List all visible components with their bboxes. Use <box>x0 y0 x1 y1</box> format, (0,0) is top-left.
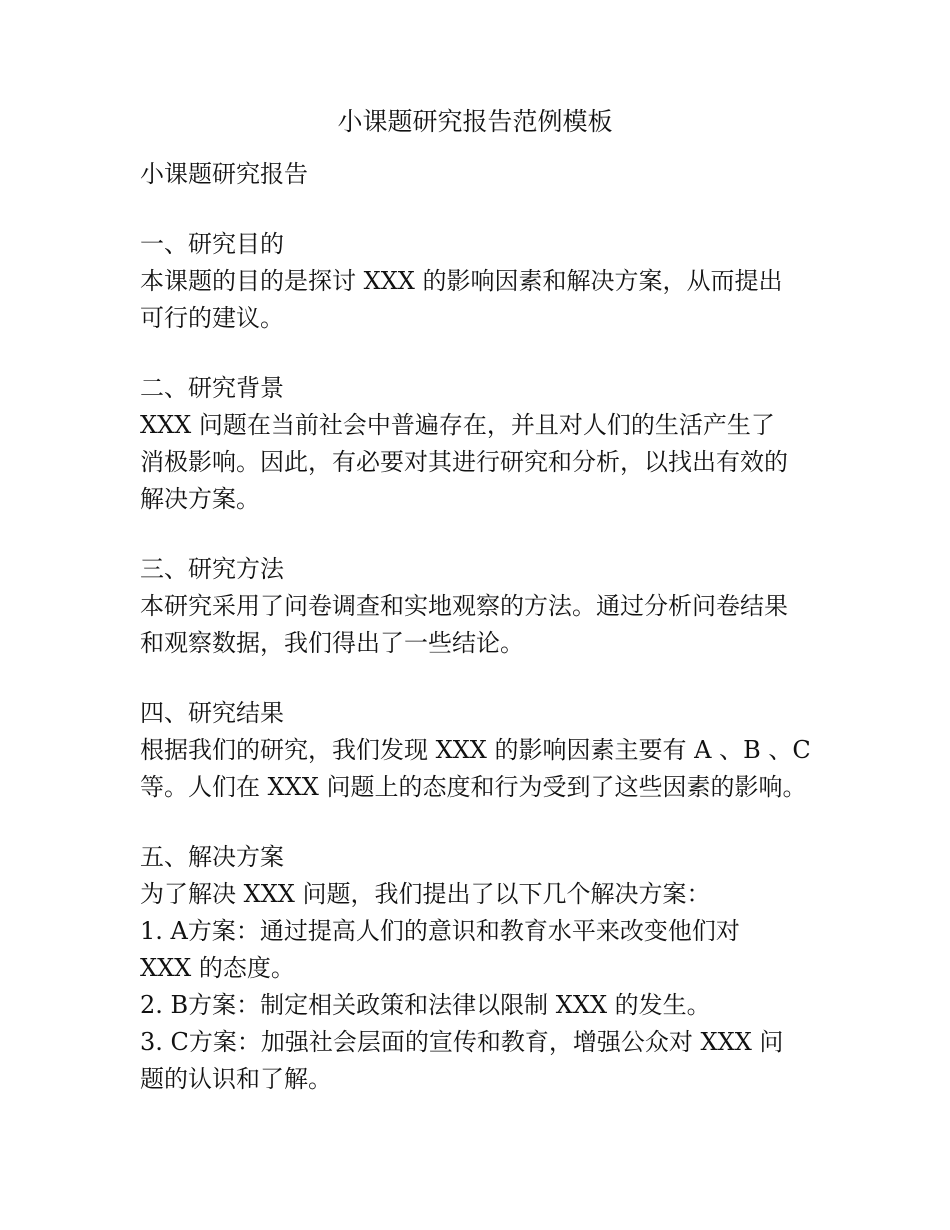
section-heading-purpose: 一、研究目的 <box>140 230 284 258</box>
paragraph-line: 本研究采用了问卷调查和实地观察的方法。通过分析问卷结果 <box>140 592 788 620</box>
section-heading-results: 四、研究结果 <box>140 699 284 727</box>
section-heading-method: 三、研究方法 <box>140 555 284 583</box>
document-title: 小课题研究报告范例模板 <box>337 107 613 136</box>
list-item-c-continuation: 题的认识和了解。 <box>140 1065 332 1093</box>
list-item-b: 2. B方案：制定相关政策和法律以限制 XXX 的发生。 <box>140 991 711 1019</box>
paragraph-line: 消极影响。因此，有必要对其进行研究和分析，以找出有效的 <box>140 448 788 476</box>
list-item-a-continuation: XXX 的态度。 <box>140 954 295 982</box>
paragraph-line: 可行的建议。 <box>140 304 284 332</box>
paragraph-line: 等。人们在 XXX 问题上的态度和行为受到了这些因素的影响。 <box>140 773 807 801</box>
list-item-c: 3. C方案：加强社会层面的宣传和教育，增强公众对 XXX 问 <box>140 1028 784 1056</box>
section-heading-solutions: 五、解决方案 <box>140 843 284 871</box>
paragraph-line: 解决方案。 <box>140 485 260 513</box>
paragraph-line: 和观察数据，我们得出了一些结论。 <box>140 629 524 657</box>
paragraph-line: 本课题的目的是探讨 XXX 的影响因素和解决方案，从而提出 <box>140 267 783 295</box>
paragraph-line: XXX 问题在当前社会中普遍存在，并且对人们的生活产生了 <box>140 411 775 439</box>
paragraph-line: 根据我们的研究，我们发现 XXX 的影响因素主要有 A 、B 、C <box>140 736 811 764</box>
report-heading: 小课题研究报告 <box>140 160 308 188</box>
list-item-a: 1. A方案：通过提高人们的意识和教育水平来改变他们对 <box>140 917 740 945</box>
section-heading-background: 二、研究背景 <box>140 374 284 402</box>
paragraph-line: 为了解决 XXX 问题，我们提出了以下几个解决方案： <box>140 880 711 908</box>
